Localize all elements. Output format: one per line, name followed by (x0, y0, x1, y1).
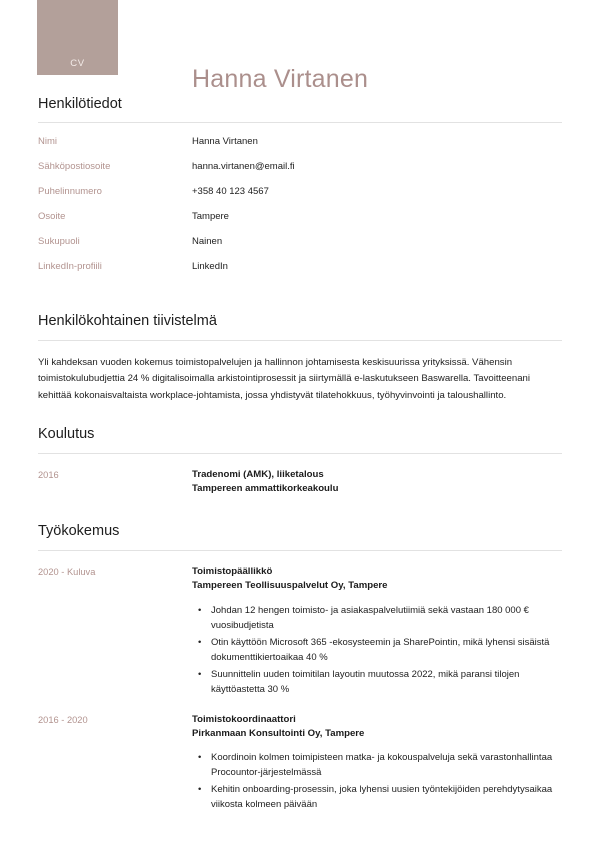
detail-label-gender: Sukupuoli (38, 236, 80, 248)
work-entry-body (192, 565, 562, 699)
detail-label-email: Sähköpostiosoite (38, 161, 111, 173)
page-title: Hanna Virtanen (192, 64, 369, 93)
list-item: • Koordinoin kolmen toimipisteen matka- ja kokouspalveluja sekä varastonhallintaa Procountor-järjestelmässä (192, 750, 562, 780)
detail-value-nimi: Hanna Virtanen (192, 136, 258, 148)
section-education (0, 426, 600, 496)
section-divider (38, 453, 562, 454)
detail-row (38, 211, 562, 236)
cv-header (0, 0, 600, 96)
spacer (0, 496, 600, 523)
section-divider (38, 122, 562, 123)
section-summary (0, 313, 600, 404)
education-entry-date: 2016 (38, 469, 59, 480)
section-divider (38, 550, 562, 551)
section-personal-details (0, 96, 600, 286)
work-employer: Pirkanmaan Konsultointi Oy, Tampere (192, 728, 365, 740)
personal-details-list (38, 136, 562, 286)
detail-label-linkedin: LinkedIn-profiili (38, 261, 102, 273)
work-entry (38, 713, 562, 815)
work-entry-date: 2020 - Kuluva (38, 566, 96, 577)
detail-row (38, 261, 562, 286)
list-item: • Kehitin onboarding-prosessin, joka lyhensi uusien työntekijöiden perehdytysaikaa viikosta kolmeen päivään (192, 782, 562, 812)
section-title-summary: Henkilökohtainen tiivistelmä (38, 313, 217, 330)
cv-badge-label: CV (70, 57, 85, 69)
section-work-experience (0, 523, 600, 814)
detail-value-linkedin: LinkedIn (192, 261, 228, 273)
section-title-personal: Henkilötiedot (38, 96, 122, 112)
section-title-work: Työkokemus (38, 523, 120, 540)
work-achievements-list (192, 603, 562, 697)
detail-value-email: hanna.virtanen@email.fi (192, 161, 295, 173)
spacer (0, 286, 600, 313)
education-entry (38, 468, 562, 497)
detail-label-phone: Puhelinnumero (38, 186, 102, 198)
work-entry (38, 565, 562, 699)
work-employer: Tampereen Teollisuuspalvelut Oy, Tampere (192, 580, 388, 592)
spacer (0, 404, 600, 426)
detail-value-address: Tampere (192, 211, 229, 223)
detail-row (38, 161, 562, 186)
education-entry-body (192, 468, 562, 497)
list-item: • Suunnittelin uuden toimitilan layoutin muutossa 2022, mikä paransi tilojen käyttöastetta 30 % (192, 667, 562, 697)
detail-row (38, 136, 562, 161)
section-title-education: Koulutus (38, 426, 95, 443)
cv-badge (37, 0, 118, 75)
work-achievements-list (192, 750, 562, 812)
detail-label-address: Osoite (38, 211, 66, 223)
work-entry-body (192, 713, 562, 815)
work-role: Toimistopäällikkö (192, 565, 273, 577)
work-role: Toimistokoordinaattori (192, 713, 296, 725)
list-item: • Otin käyttöön Microsoft 365 -ekosysteemin ja SharePointin, mikä lyhensi sisäistä dokumenttikiertoaikaa 40 % (192, 635, 562, 665)
education-degree: Tradenomi (AMK), liiketalous (192, 468, 324, 480)
education-institution: Tampereen ammattikorkeakoulu (192, 483, 339, 495)
detail-value-gender: Nainen (192, 236, 223, 248)
detail-row (38, 236, 562, 261)
list-item: • Johdan 12 hengen toimisto- ja asiakaspalvelutiimiä sekä vastaan 180 000 € vuosibudjetista (192, 603, 562, 633)
section-divider (38, 340, 562, 341)
detail-row (38, 186, 562, 211)
detail-value-phone: +358 40 123 4567 (192, 186, 269, 198)
work-entry-date: 2016 - 2020 (38, 714, 88, 725)
detail-label-nimi: Nimi (38, 136, 57, 148)
summary-text: Yli kahdeksan vuoden kokemus toimistopalvelujen ja hallinnon johtamisesta keskisuurissa yrityksissä. Vähensin toimistokulubudjettia 24 % digitalisoimalla arkistointiprosessit ja siirtymällä e-laskutukseen Baswarella. Tavoitteenani kehittää kokonaisvaltaista workplace-johtamista, jossa yhdistyvät tilatehokkuus, työhyvinvointi ja taloushallinto. (38, 356, 531, 401)
